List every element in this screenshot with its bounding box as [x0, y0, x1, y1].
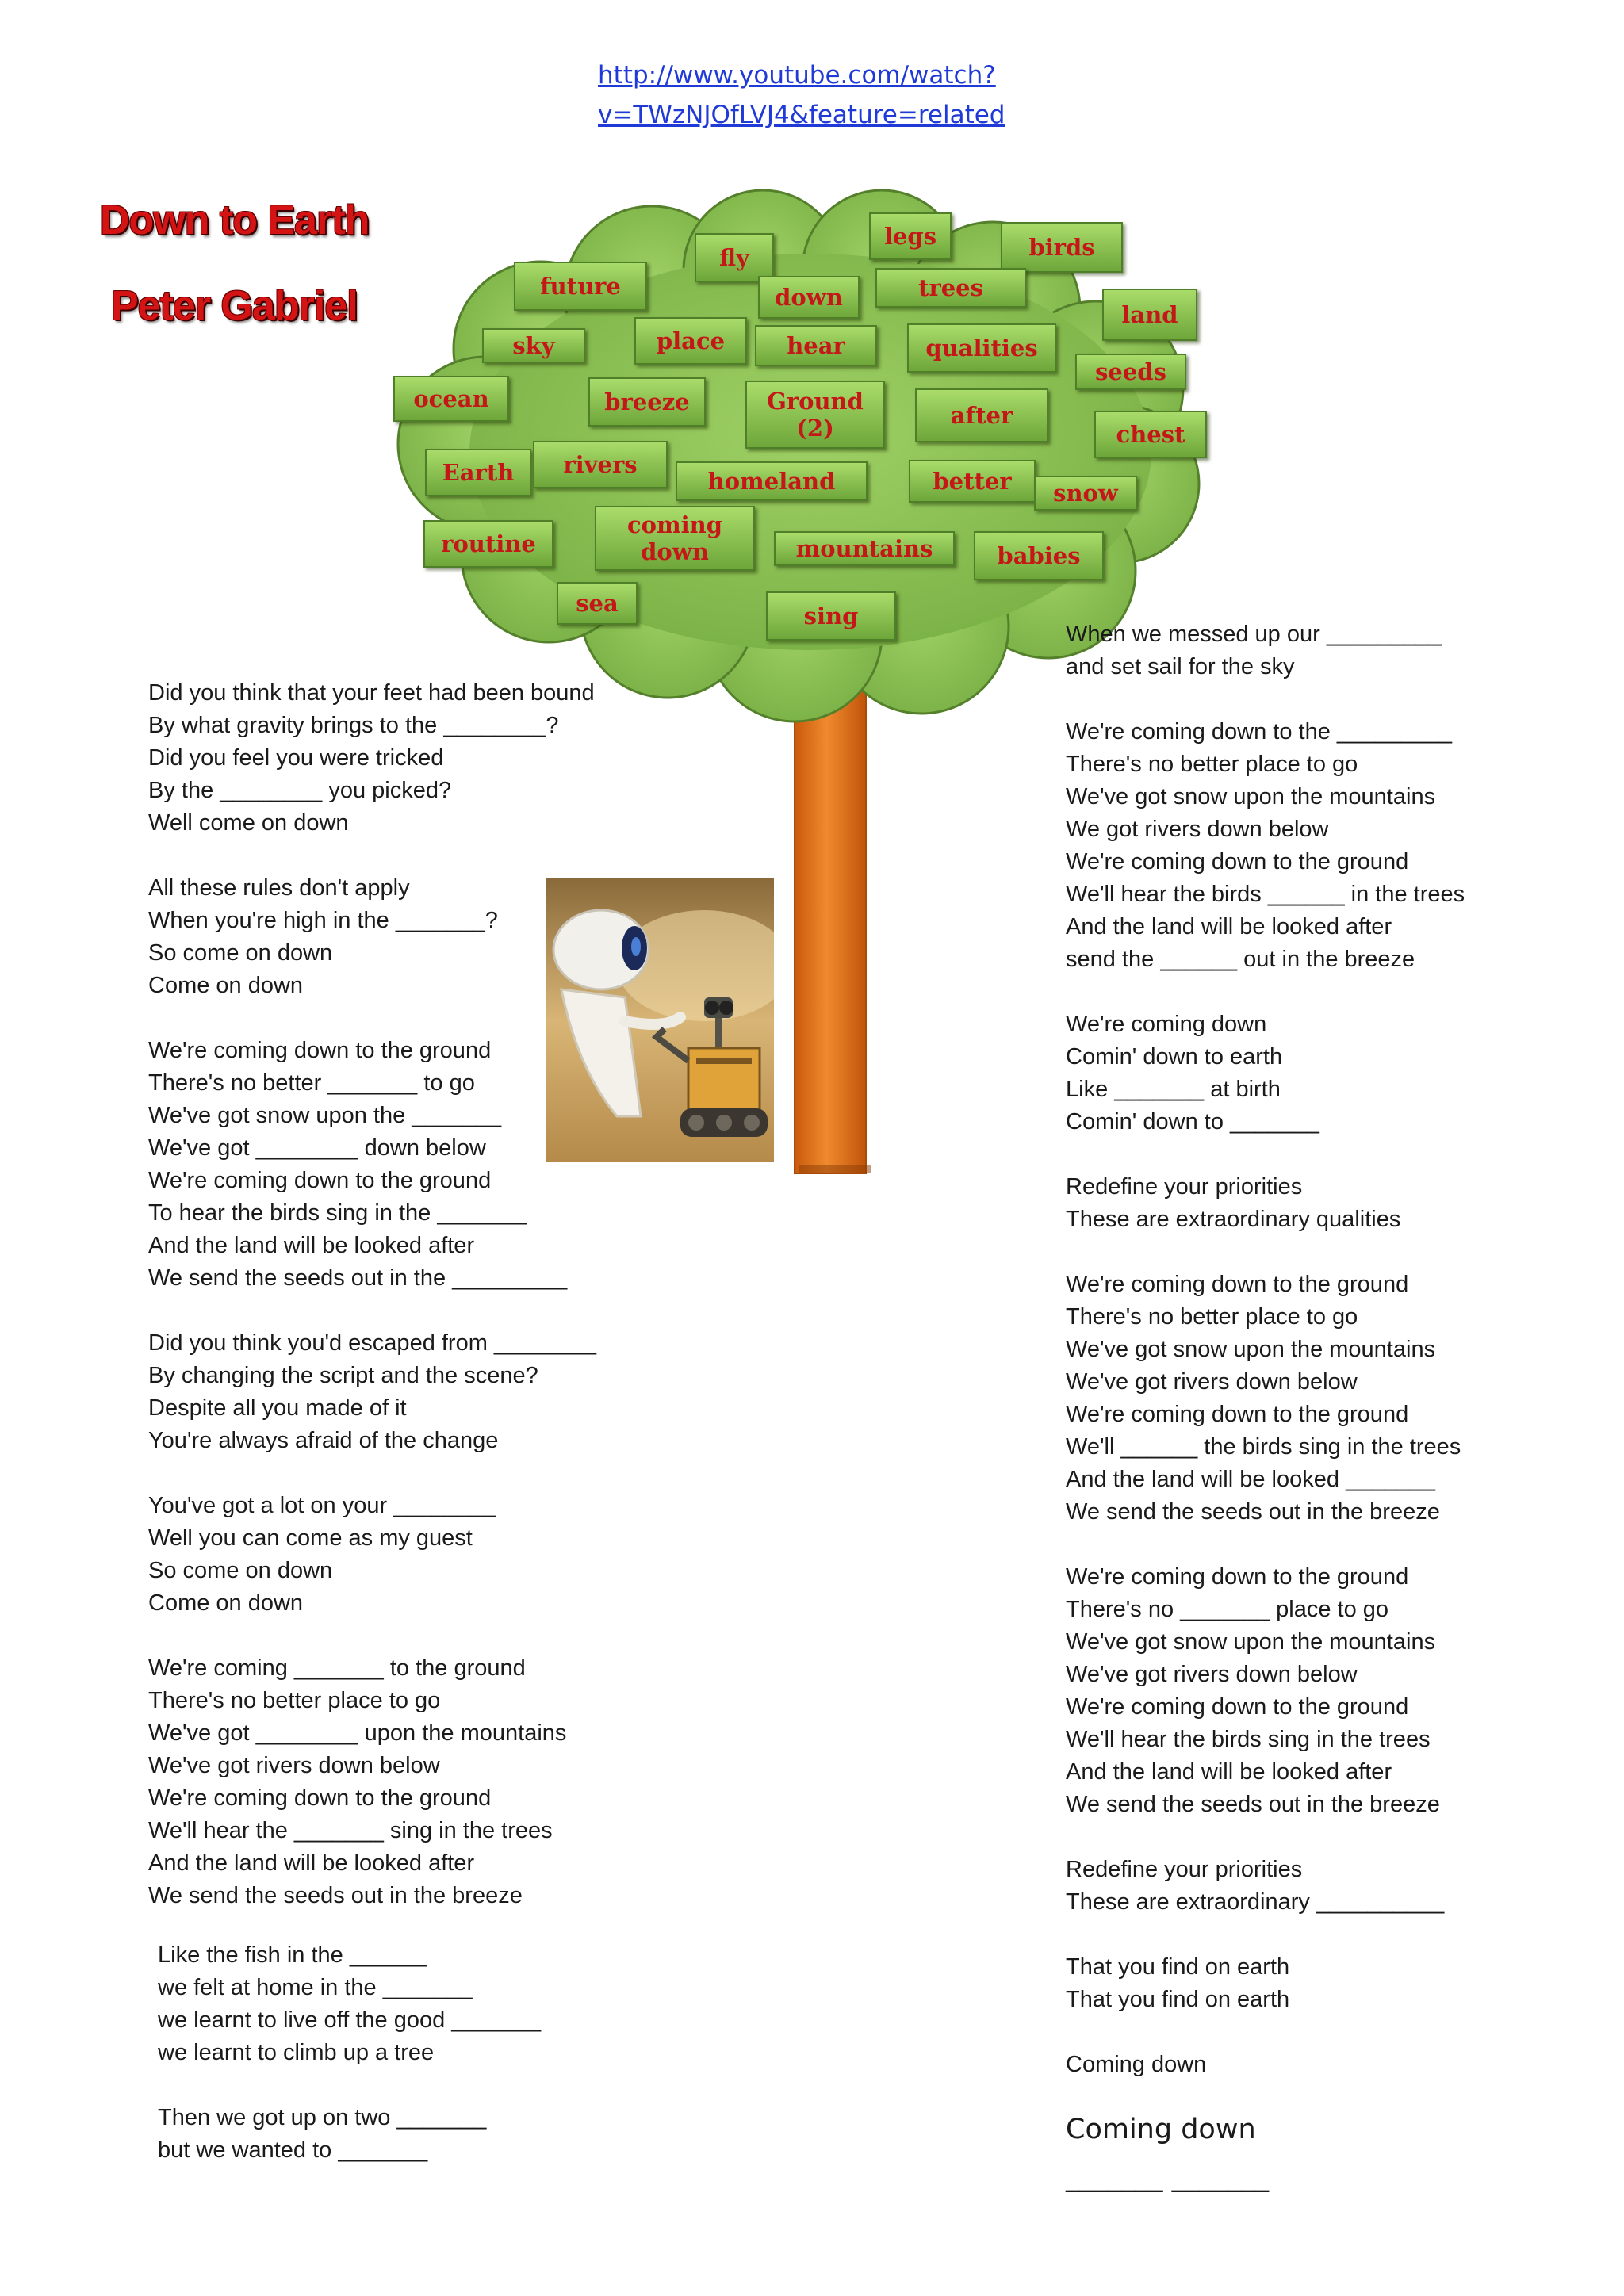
lyric-line: Well you can come as my guest: [148, 1525, 473, 1551]
lyric-line: Then we got up on two _______: [158, 2105, 487, 2130]
word-tag-homeland: homeland: [676, 461, 868, 501]
lyric-line: And the land will be looked after: [148, 1850, 475, 1876]
word-tag-breeze: breeze: [588, 377, 706, 427]
word-tag-trees: trees: [875, 268, 1026, 308]
lyric-line: We're coming down to the ground: [1066, 1402, 1409, 1427]
lyric-line: We got rivers down below: [1066, 817, 1329, 842]
lyric-line: [1066, 1138, 1465, 1171]
youtube-link-line-1[interactable]: http://www.youtube.com/watch?: [598, 61, 996, 90]
word-tag-earth: Earth: [425, 449, 531, 496]
youtube-link-line-2[interactable]: v=TWzNJOfLVJ4&feature=related: [598, 101, 1005, 129]
lyric-line: When you're high in the _______?: [148, 908, 498, 933]
lyric-line: We've got snow upon the mountains: [1066, 1337, 1436, 1362]
lyrics-left-column-bottom: [158, 1939, 541, 2167]
word-tag-down: down: [758, 276, 860, 319]
lyric-line: You're always afraid of the change: [148, 1428, 499, 1453]
word-tag-hear: hear: [755, 325, 877, 366]
word-tag-rivers: rivers: [533, 441, 668, 488]
lyric-line: Did you think you'd escaped from ________: [148, 1330, 596, 1356]
lyrics-final-line: Coming down: [1066, 2114, 1256, 2145]
lyric-line: Coming down: [1066, 2052, 1207, 2077]
lyric-line: We've got ________ upon the mountains: [148, 1720, 567, 1746]
word-tag-ocean: ocean: [393, 376, 509, 422]
lyric-line: [1066, 2016, 1465, 2049]
lyric-line: There's no better place to go: [1066, 752, 1358, 777]
lyric-line: [148, 1295, 596, 1327]
lyric-line: [148, 1620, 596, 1652]
lyric-line: We're coming down to the ground: [1066, 1272, 1409, 1297]
lyric-line: We're coming down to the ground: [1066, 1564, 1409, 1590]
lyric-line: We send the seeds out in the breeze: [148, 1883, 523, 1908]
lyric-line: And the land will be looked _______: [1066, 1467, 1435, 1492]
lyric-line: Well come on down: [148, 810, 349, 836]
lyric-line: We're coming down to the ground: [148, 1168, 492, 1193]
artist-name: Peter Gabriel: [111, 283, 358, 329]
word-tag-fly: fly: [695, 233, 774, 282]
word-tag-place: place: [634, 317, 747, 365]
lyric-line: We're coming down to the ground: [1066, 849, 1409, 874]
lyric-line: So come on down: [148, 1558, 333, 1583]
word-tag-sky: sky: [482, 328, 585, 363]
lyric-line: Like the fish in the ______: [158, 1942, 427, 1968]
word-tag-sing: sing: [766, 591, 896, 641]
lyric-line: These are extraordinary __________: [1066, 1889, 1445, 1915]
lyric-line: By what gravity brings to the ________?: [148, 713, 559, 738]
word-tag-land: land: [1102, 289, 1197, 341]
lyric-line: and set sail for the sky: [1066, 654, 1295, 679]
word-tag-mountains: mountains: [774, 531, 955, 566]
lyric-line: There's no better _______ to go: [148, 1070, 475, 1096]
lyric-line: We're coming down to the ground: [148, 1038, 492, 1063]
word-tag-legs: legs: [869, 212, 952, 260]
lyric-line: [1066, 1529, 1465, 1561]
word-tag-after: after: [915, 388, 1048, 442]
lyric-line: There's no better place to go: [148, 1688, 441, 1713]
word-tag-babies: babies: [974, 531, 1104, 580]
lyric-line: These are extraordinary qualities: [1066, 1207, 1401, 1232]
lyric-line: We've got snow upon the mountains: [1066, 1629, 1436, 1655]
song-title: Down to Earth: [100, 197, 370, 243]
word-tag-coming-down: coming down: [595, 506, 755, 571]
lyric-line: When we messed up our _________: [1066, 622, 1442, 647]
lyric-line: we learnt to live off the good _______: [158, 2007, 542, 2033]
lyric-line: [1066, 1236, 1465, 1269]
lyric-line: And the land will be looked after: [148, 1233, 475, 1258]
lyric-line: Redefine your priorities: [1066, 1857, 1303, 1882]
lyric-line: [148, 1457, 596, 1490]
lyric-line: We'll hear the birds ______ in the trees: [1066, 882, 1465, 907]
lyric-line: we felt at home in the _______: [158, 1975, 473, 2000]
word-tag-sea: sea: [557, 582, 638, 625]
word-tag-routine: routine: [423, 520, 553, 568]
lyric-line: [1066, 683, 1465, 716]
lyric-line: There's no better place to go: [1066, 1304, 1358, 1330]
lyric-line: To hear the birds sing in the _______: [148, 1200, 527, 1226]
lyric-line: [1066, 1821, 1465, 1854]
lyric-line: By the ________ you picked?: [148, 778, 452, 803]
lyric-line: Comin' down to _______: [1066, 1109, 1320, 1135]
lyric-line: We send the seeds out in the _________: [148, 1265, 568, 1291]
lyric-line: send the ______ out in the breeze: [1066, 947, 1415, 972]
lyric-line: So come on down: [148, 940, 333, 966]
lyric-line: We've got rivers down below: [148, 1753, 440, 1778]
youtube-link[interactable]: [598, 55, 1005, 135]
lyric-line: We've got ________ down below: [148, 1135, 486, 1161]
lyric-line: There's no _______ place to go: [1066, 1597, 1389, 1622]
lyric-line: Despite all you made of it: [148, 1395, 407, 1421]
lyric-line: [148, 840, 596, 872]
lyric-line: We send the seeds out in the breeze: [1066, 1792, 1440, 1817]
lyric-line: And the land will be looked after: [1066, 914, 1392, 939]
lyric-line: but we wanted to _______: [158, 2137, 428, 2163]
lyric-line: We're coming down: [1066, 1012, 1267, 1037]
lyric-line: We've got snow upon the _______: [148, 1103, 502, 1128]
lyric-line: Did you feel you were tricked: [148, 745, 444, 771]
lyric-line: We're coming down to the _________: [1066, 719, 1453, 744]
lyric-line: That you find on earth: [1066, 1954, 1290, 1980]
word-tag-better: better: [909, 460, 1036, 503]
lyric-line: [1066, 1919, 1465, 1951]
lyric-line: Like _______ at birth: [1066, 1077, 1281, 1102]
word-tag-qualities: qualities: [907, 323, 1056, 373]
word-tag-snow: snow: [1034, 476, 1137, 511]
lyric-line: That you find on earth: [1066, 1987, 1290, 2012]
lyric-line: You've got a lot on your ________: [148, 1493, 496, 1518]
lyric-line: Redefine your priorities: [1066, 1174, 1303, 1200]
lyric-line: [158, 2069, 541, 2102]
lyric-line: We're coming down to the ground: [1066, 1694, 1409, 1720]
lyric-line: We've got rivers down below: [1066, 1369, 1358, 1395]
lyric-line: Come on down: [148, 973, 304, 998]
lyric-line: Comin' down to earth: [1066, 1044, 1283, 1070]
lyric-line: We'll hear the birds sing in the trees: [1066, 1727, 1431, 1752]
lyric-line: [148, 1002, 596, 1035]
word-tag-ground-2: Ground (2): [745, 381, 885, 449]
lyrics-final-blanks: _______ _______: [1066, 2161, 1270, 2193]
lyric-line: We send the seeds out in the breeze: [1066, 1499, 1440, 1525]
lyric-line: And the land will be looked after: [1066, 1759, 1392, 1785]
lyric-line: By changing the script and the scene?: [148, 1363, 538, 1388]
lyric-line: We've got rivers down below: [1066, 1662, 1358, 1687]
lyric-line: [1066, 976, 1465, 1008]
lyric-line: We'll ______ the birds sing in the trees: [1066, 1434, 1461, 1460]
lyrics-left-column: [148, 677, 596, 1912]
word-tag-birds: birds: [1001, 222, 1123, 273]
word-tag-seeds: seeds: [1075, 354, 1186, 390]
lyric-line: Come on down: [148, 1590, 304, 1616]
tree-trunk: [795, 666, 866, 1173]
lyric-line: we learnt to climb up a tree: [158, 2040, 435, 2065]
lyric-line: Did you think that your feet had been bound: [148, 680, 595, 706]
lyric-line: We'll hear the _______ sing in the trees: [148, 1818, 553, 1843]
lyric-line: We've got snow upon the mountains: [1066, 784, 1436, 809]
word-tag-future: future: [514, 262, 647, 311]
lyric-line: We're coming _______ to the ground: [148, 1655, 526, 1681]
lyric-line: All these rules don't apply: [148, 875, 410, 901]
lyrics-right-column: [1066, 618, 1465, 2081]
word-tag-chest: chest: [1094, 411, 1207, 458]
lyric-line: We're coming down to the ground: [148, 1785, 492, 1811]
